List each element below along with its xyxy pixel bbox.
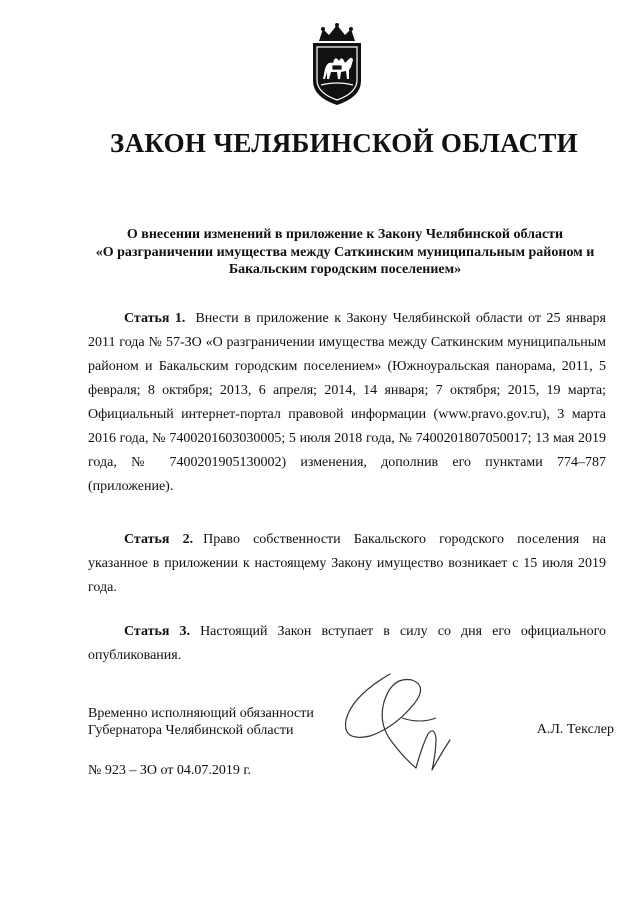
article-label: Статья 2. (124, 532, 194, 547)
subtitle-line: Бакальским городским поселением» (228, 262, 462, 277)
signer-position-line: Губернатора Челябинской области (88, 723, 294, 738)
coat-of-arms-icon (305, 23, 369, 107)
article-text: Настоящий Закон вступает в силу со дня его официального опубликования. (88, 624, 606, 663)
subtitle-line: О внесении изменений в приложение к Закону Челябинской области (126, 227, 564, 242)
law-number: № 923 – ЗО от 04.07.2019 г. (88, 763, 252, 778)
handwritten-signature (332, 668, 462, 780)
article-3 (88, 620, 606, 668)
subtitle-line: «О разграничении имущества между Саткинским муниципальным районом и (95, 244, 595, 260)
signer-position (88, 705, 348, 739)
article-1 (88, 307, 606, 499)
article-label: Статья 3. (124, 624, 191, 639)
article-2 (88, 528, 606, 600)
signer-position-line: Временно исполняющий обязанности (88, 706, 314, 721)
document-title: ЗАКОН ЧЕЛЯБИНСКОЙ ОБЛАСТИ (110, 128, 578, 158)
document-subtitle (80, 226, 610, 279)
article-text: Право собственности Бакальского городского поселения на указанное в приложении к настоящему Закону имущество возникает с 15 июля 2019 года. (88, 532, 606, 595)
article-label: Статья 1. (124, 311, 186, 326)
article-text: Внести в приложение к Закону Челябинской области от 25 января 2011 года № 57-ЗО «О разграничении имущества между Саткинским муниципальным районом и Бакальским городским поселением» (Южноуральская панорама, 2011, 5 февраля; 8 октября; 2013, 6 апреля; 2014, 14 января; 7 октября; 2015, 19 марта; Официальный интернет-портал правовой информации (www.pravo.gov.ru), 3 марта 2016 года, № 7400201603030005; 5 июля 2018 года, № 7400201807050017; 13 мая 2019 года, № 7400201905130002) изменения, дополнив его пунктами 774–787 (приложение). (88, 311, 606, 494)
signer-name: А.Л. Текслер (536, 722, 614, 737)
